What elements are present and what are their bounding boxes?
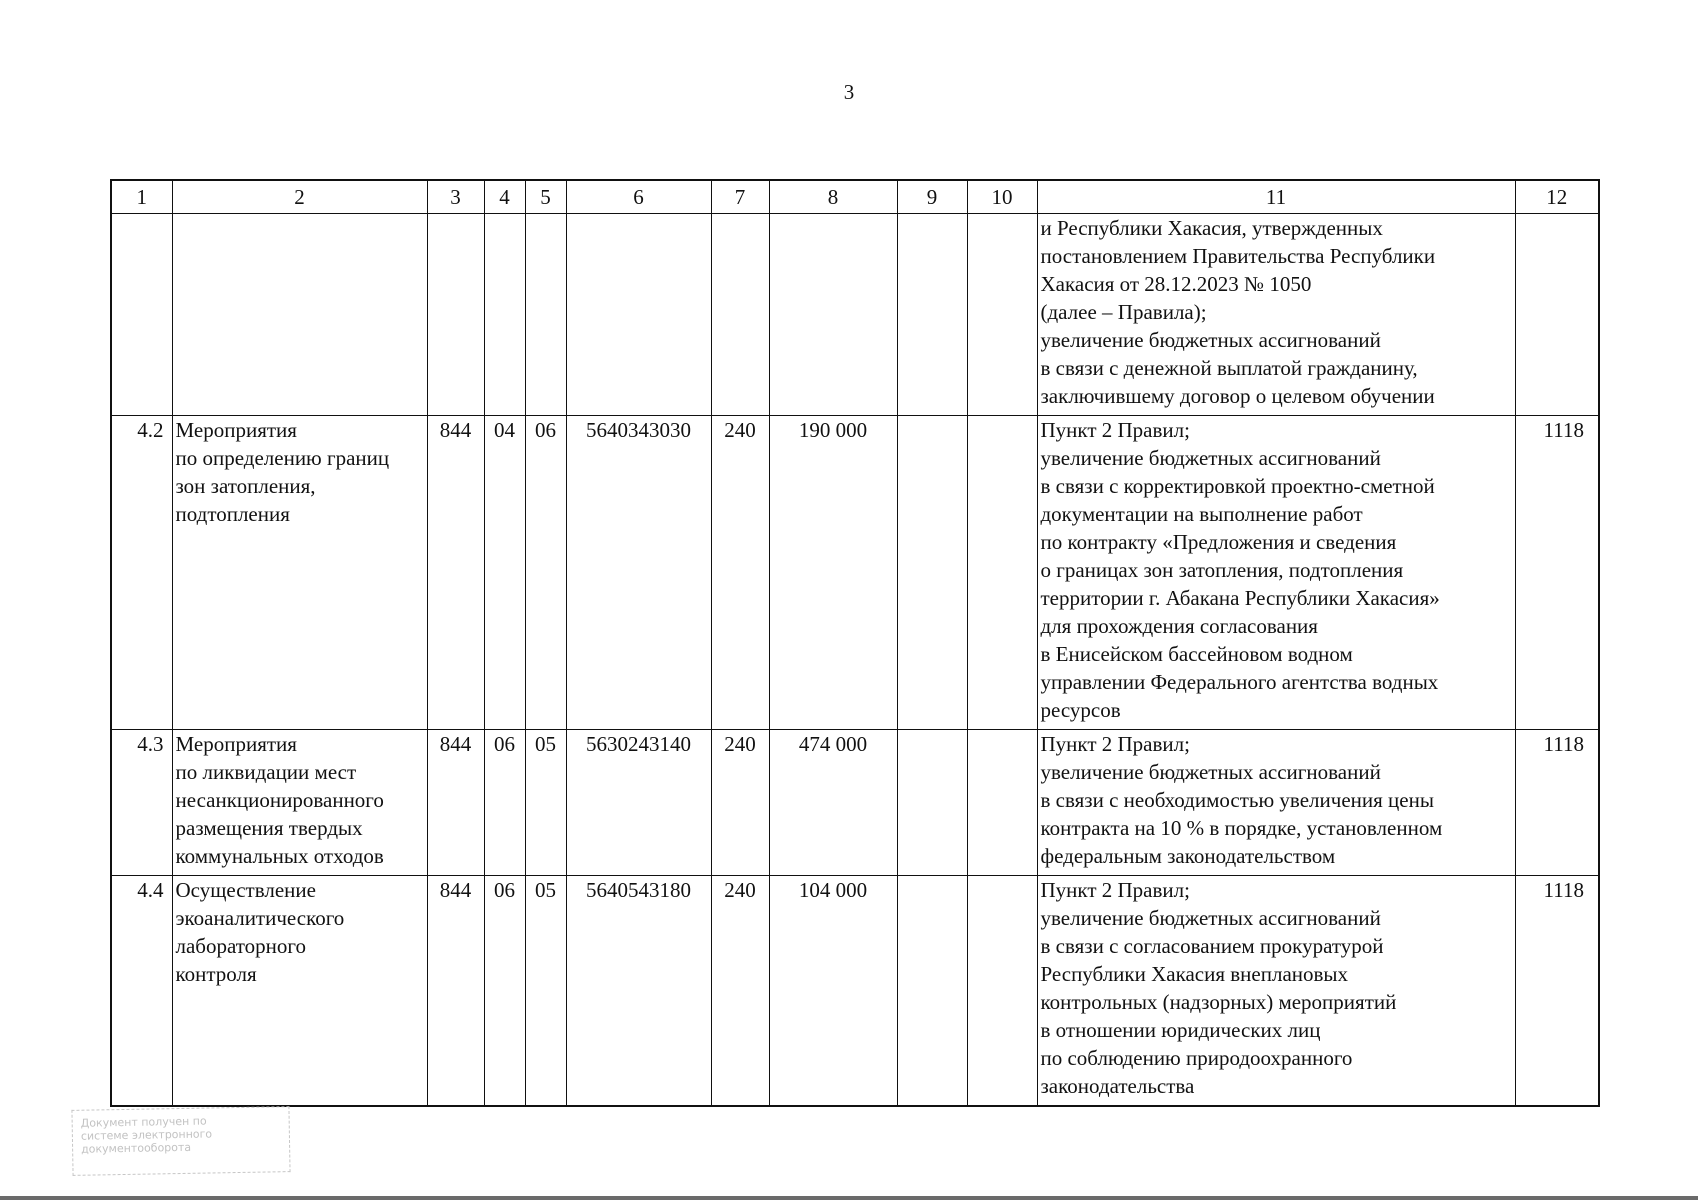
item-name-line: контроля (175, 962, 257, 986)
justification-line: контрольных (надзорных) мероприятий (1040, 990, 1397, 1014)
target-article-cell: 5640543180 (566, 876, 711, 1106)
item-name-line: по ликвидации мест (175, 760, 357, 784)
section-cell: 06 (484, 876, 525, 1106)
item-name-line: экоаналитического (175, 906, 345, 930)
amount-cell: 474 000 (769, 730, 897, 876)
item-name-line: лабораторного (175, 934, 306, 958)
justification-line: и Республики Хакасия, утвержденных (1040, 216, 1383, 240)
justification-line: в Енисейском бассейновом водном (1040, 642, 1353, 666)
document-receipt-stamp (71, 1106, 290, 1176)
item-name-line: коммунальных отходов (175, 844, 384, 868)
column-number-cell: 9 (897, 180, 967, 214)
amount-col10-cell (967, 876, 1037, 1106)
column-number-row (111, 180, 1599, 214)
justification-line: постановлением Правительства Республики (1040, 244, 1436, 268)
amount-col9-cell (897, 876, 967, 1106)
amount-cell: 190 000 (769, 416, 897, 730)
column-number-cell: 1 (111, 180, 172, 214)
target-article-cell: 5630243140 (566, 730, 711, 876)
justification-line: по контракту «Предложения и сведения (1040, 530, 1397, 554)
item-name-line: по определению границ (175, 446, 390, 470)
justification-line: по соблюдению природоохранного (1040, 1046, 1353, 1070)
justification-line: в отношении юридических лиц (1040, 1018, 1321, 1042)
justification-line: Пункт 2 Правил; (1040, 418, 1190, 442)
subsection-cell (525, 214, 566, 416)
expense-type-cell (711, 214, 769, 416)
section-cell: 06 (484, 730, 525, 876)
justification-line: Республики Хакасия внеплановых (1040, 962, 1349, 986)
justification-cell (1037, 876, 1515, 1106)
subsection-cell: 05 (525, 876, 566, 1106)
column-number-cell: 8 (769, 180, 897, 214)
amount-col9-cell (897, 416, 967, 730)
amount-col10-cell (967, 416, 1037, 730)
reference-code-cell: 1118 (1515, 876, 1599, 1106)
code-cell: 844 (427, 730, 484, 876)
table-row (111, 416, 1599, 730)
justification-line: ресурсов (1040, 698, 1121, 722)
item-name-line: Мероприятия (175, 732, 297, 756)
column-number-cell: 5 (525, 180, 566, 214)
section-cell: 04 (484, 416, 525, 730)
justification-line: увеличение бюджетных ассигнований (1040, 328, 1381, 352)
column-number-cell: 10 (967, 180, 1037, 214)
justification-line: Пункт 2 Правил; (1040, 732, 1190, 756)
item-name-cell (172, 730, 427, 876)
justification-line: о границах зон затопления, подтопления (1040, 558, 1404, 582)
justification-line: для прохождения согласования (1040, 614, 1318, 638)
justification-line: (далее – Правила); (1040, 300, 1207, 324)
subsection-cell: 05 (525, 730, 566, 876)
justification-line: увеличение бюджетных ассигнований (1040, 446, 1381, 470)
column-number-cell: 4 (484, 180, 525, 214)
code-cell: 844 (427, 416, 484, 730)
justification-line: в связи с корректировкой проектно-сметной (1040, 474, 1435, 498)
reference-code-cell (1515, 214, 1599, 416)
amount-cell (769, 214, 897, 416)
justification-line: в связи с согласованием прокуратурой (1040, 934, 1384, 958)
item-number-cell: 4.3 (111, 730, 172, 876)
reference-code-cell: 1118 (1515, 730, 1599, 876)
table-row (111, 876, 1599, 1106)
item-number-cell: 4.2 (111, 416, 172, 730)
item-name-line: размещения твердых (175, 816, 363, 840)
column-number-cell: 3 (427, 180, 484, 214)
justification-line: увеличение бюджетных ассигнований (1040, 906, 1381, 930)
column-number-cell: 12 (1515, 180, 1599, 214)
justification-line: в связи с денежной выплатой гражданину, (1040, 356, 1418, 380)
item-name-cell (172, 214, 427, 416)
item-number-cell (111, 214, 172, 416)
item-name-cell (172, 876, 427, 1106)
stamp-text-line: Документ получен по (80, 1114, 207, 1130)
amount-col10-cell (967, 214, 1037, 416)
item-name-cell (172, 416, 427, 730)
amount-col10-cell (967, 730, 1037, 876)
justification-line: федеральным законодательством (1040, 844, 1336, 868)
justification-line: Пункт 2 Правил; (1040, 878, 1190, 902)
item-name-line: несанкционированного (175, 788, 384, 812)
column-number-cell: 2 (172, 180, 427, 214)
item-number-cell: 4.4 (111, 876, 172, 1106)
column-number-cell: 7 (711, 180, 769, 214)
stamp-text-line: системе электронного (80, 1127, 213, 1143)
justification-line: законодательства (1040, 1074, 1195, 1098)
justification-line: Хакасия от 28.12.2023 № 1050 (1040, 272, 1312, 296)
justification-line: увеличение бюджетных ассигнований (1040, 760, 1381, 784)
amount-col9-cell (897, 730, 967, 876)
column-number-cell: 11 (1037, 180, 1515, 214)
justification-line: документации на выполнение работ (1040, 502, 1363, 526)
justification-line: контракта на 10 % в порядке, установленном (1040, 816, 1443, 840)
expense-type-cell: 240 (711, 416, 769, 730)
code-cell: 844 (427, 876, 484, 1106)
subsection-cell: 06 (525, 416, 566, 730)
justification-line: заключившему договор о целевом обучении (1040, 384, 1435, 408)
amount-cell: 104 000 (769, 876, 897, 1106)
justification-cell (1037, 730, 1515, 876)
column-number-cell: 6 (566, 180, 711, 214)
target-article-cell: 5640343030 (566, 416, 711, 730)
justification-cell (1037, 214, 1515, 416)
amount-col9-cell (897, 214, 967, 416)
stamp-text-line: документооборота (81, 1140, 192, 1156)
justification-line: в связи с необходимостью увеличения цены (1040, 788, 1434, 812)
expense-type-cell: 240 (711, 876, 769, 1106)
justification-line: территории г. Абакана Республики Хакасия» (1040, 586, 1440, 610)
table-row (111, 730, 1599, 876)
item-name-line: Осуществление (175, 878, 316, 902)
scan-bottom-edge (0, 1196, 1698, 1200)
section-cell (484, 214, 525, 416)
expense-type-cell: 240 (711, 730, 769, 876)
target-article-cell (566, 214, 711, 416)
budget-changes-table (110, 179, 1600, 1107)
item-name-line: Мероприятия (175, 418, 297, 442)
item-name-line: зон затопления, (175, 474, 316, 498)
table-row (111, 214, 1599, 416)
item-name-line: подтопления (175, 502, 290, 526)
reference-code-cell: 1118 (1515, 416, 1599, 730)
justification-cell (1037, 416, 1515, 730)
page-number: 3 (843, 80, 855, 104)
justification-line: управлении Федерального агентства водных (1040, 670, 1439, 694)
code-cell (427, 214, 484, 416)
